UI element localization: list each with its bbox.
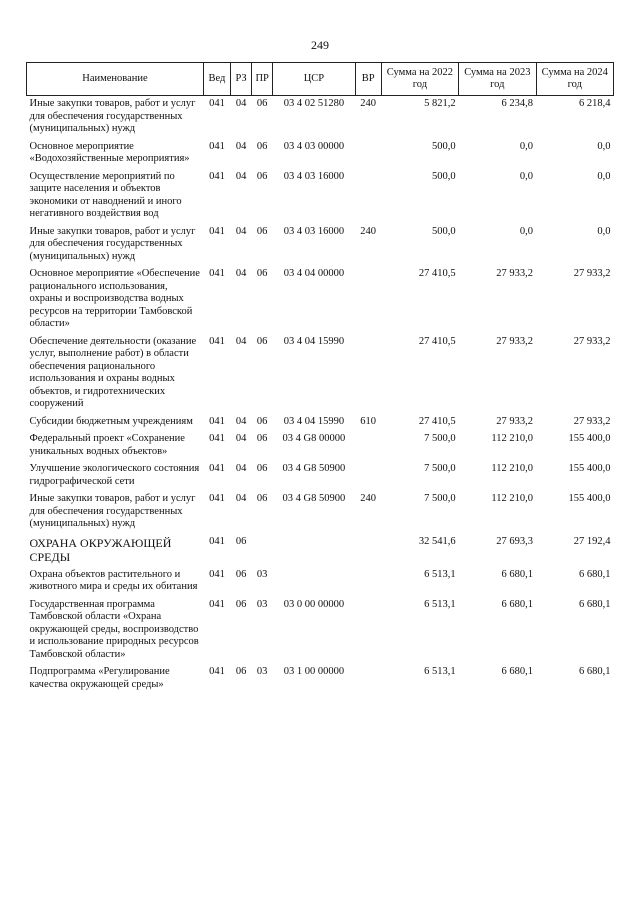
cell-rz: 04 (235, 415, 247, 427)
cell-pr: 06 (256, 225, 268, 237)
cell-name: Иные закупки товаров, работ и услуг для обеспечения государственных (муниципальных) нужд (29, 98, 196, 134)
cell-rz: 06 (235, 568, 247, 580)
table-row (27, 461, 614, 491)
cell-vr (355, 534, 381, 567)
table-row (27, 431, 614, 461)
cell-csr (273, 567, 355, 597)
cell-ved: 041 (209, 335, 225, 347)
table-row (27, 567, 614, 597)
table-row (27, 414, 614, 432)
cell-pr: 06 (256, 140, 268, 152)
cell-sum-2024: 0,0 (597, 170, 611, 182)
cell-sum-2022: 6 513,1 (424, 568, 456, 580)
cell-csr: 03 4 04 15990 (283, 335, 345, 347)
cell-pr: 06 (256, 463, 268, 474)
cell-sum-2023: 27 933,2 (496, 268, 534, 279)
cell-vr (355, 431, 381, 461)
cell-pr: 06 (256, 493, 268, 504)
cell-rz: 06 (235, 666, 247, 677)
cell-csr: 03 4 04 00000 (283, 268, 345, 279)
cell-sum-2024: 0,0 (597, 140, 611, 152)
table-row (27, 169, 614, 224)
cell-name: Улучшение экологического состояния гидрографической сети (29, 463, 200, 487)
cell-sum-2023: 27 933,2 (496, 335, 534, 347)
cell-pr: 06 (256, 415, 268, 427)
cell-rz: 04 (235, 140, 247, 152)
header-sum-2024: Сумма на 2024 год (536, 63, 613, 96)
cell-csr: 03 4 G8 00000 (282, 433, 346, 444)
cell-sum-2022: 32 541,6 (418, 535, 456, 547)
page-number: 249 (311, 38, 329, 52)
cell-vr (355, 169, 381, 224)
cell-sum-2024: 155 400,0 (568, 493, 611, 504)
cell-sum-2024: 155 400,0 (568, 433, 611, 444)
cell-sum-2023: 6 680,1 (501, 598, 534, 610)
table-row (27, 96, 614, 139)
cell-sum-2022: 5 821,2 (424, 98, 456, 109)
cell-sum-2024: 6 680,1 (579, 568, 611, 580)
cell-sum-2023: 27 933,2 (496, 415, 534, 427)
header-ved: Вед (203, 63, 230, 96)
cell-name: Осуществление мероприятий по защите населения и объектов экономики от наводнений и иного негативного воздействия вод (29, 170, 182, 219)
table-row (27, 491, 614, 534)
cell-pr: 06 (256, 335, 268, 347)
cell-rz: 04 (235, 225, 247, 237)
cell-name: Субсидии бюджетным учреждениям (29, 415, 193, 427)
cell-name: Основное мероприятие «Обеспечение рационального использования, охраны и воспроизводства водных ресурсов на территории Тамбовской области» (29, 268, 200, 329)
cell-sum-2022: 7 500,0 (424, 493, 456, 504)
table-header (27, 63, 614, 96)
budget-table (26, 62, 614, 694)
cell-ved: 041 (209, 535, 225, 547)
cell-csr: 03 4 04 15990 (283, 415, 345, 427)
cell-name: Федеральный проект «Сохранение уникальных водных объектов» (29, 433, 185, 457)
cell-sum-2022: 27 410,5 (418, 268, 456, 279)
cell-sum-2023: 6 680,1 (501, 666, 534, 677)
cell-vr (355, 597, 381, 665)
cell-vr (355, 139, 381, 169)
cell-sum-2023: 0,0 (519, 140, 534, 152)
cell-csr: 03 4 G8 50900 (282, 493, 346, 504)
table-row (27, 224, 614, 267)
cell-sum-2022: 7 500,0 (424, 433, 456, 444)
table-row (27, 334, 614, 414)
cell-pr: 06 (256, 433, 268, 444)
cell-vr: 240 (360, 98, 377, 109)
cell-sum-2023: 27 693,3 (496, 535, 534, 547)
cell-sum-2023: 6 680,1 (501, 568, 534, 580)
cell-sum-2022: 27 410,5 (418, 335, 456, 347)
header-sum-2023: Сумма на 2023 год (459, 63, 536, 96)
cell-csr: 03 4 03 16000 (283, 225, 345, 237)
cell-name: Иные закупки товаров, работ и услуг для обеспечения государственных (муниципальных) нужд (29, 493, 196, 529)
cell-sum-2024: 27 933,2 (573, 415, 611, 427)
cell-rz: 06 (235, 535, 247, 547)
header-csr: ЦСР (273, 63, 355, 96)
cell-ved: 041 (209, 268, 225, 279)
cell-sum-2023: 112 210,0 (491, 463, 534, 474)
cell-pr: 06 (256, 170, 268, 182)
cell-ved: 041 (209, 433, 225, 444)
cell-pr: 03 (256, 598, 268, 610)
cell-name: Иные закупки товаров, работ и услуг для обеспечения государственных (муниципальных) нужд (29, 225, 196, 262)
cell-ved: 041 (209, 415, 225, 427)
cell-ved: 041 (209, 568, 225, 580)
table-row (27, 139, 614, 169)
cell-sum-2022: 500,0 (432, 225, 456, 237)
cell-sum-2022: 7 500,0 (424, 463, 456, 474)
cell-rz: 04 (235, 335, 247, 347)
cell-ved: 041 (209, 170, 225, 182)
cell-sum-2024: 155 400,0 (568, 463, 611, 474)
cell-ved: 041 (209, 598, 225, 610)
cell-pr: 06 (256, 268, 268, 279)
table-body (27, 96, 614, 695)
cell-rz: 04 (235, 433, 247, 444)
cell-sum-2023: 112 210,0 (491, 433, 534, 444)
cell-pr: 03 (256, 666, 268, 677)
cell-csr (273, 534, 355, 567)
cell-name: Государственная программа Тамбовской области «Охрана окружающей среды, воспроизводство и использование природных ресурсов Тамбовской области» (29, 598, 199, 660)
cell-vr: 240 (360, 493, 377, 504)
cell-ved: 041 (209, 140, 225, 152)
header-rz: РЗ (231, 63, 252, 96)
cell-pr (252, 534, 273, 567)
cell-sum-2024: 6 680,1 (579, 598, 611, 610)
cell-ved: 041 (209, 225, 225, 237)
cell-vr (355, 266, 381, 334)
cell-ved: 041 (209, 463, 225, 474)
cell-csr: 03 4 03 16000 (283, 170, 345, 182)
cell-sum-2022: 500,0 (432, 140, 456, 152)
cell-sum-2024: 27 933,2 (573, 335, 611, 347)
cell-pr: 06 (256, 98, 268, 109)
cell-vr (355, 567, 381, 597)
cell-rz: 04 (235, 170, 247, 182)
cell-sum-2024: 27 933,2 (573, 268, 611, 279)
table-row (27, 597, 614, 665)
cell-vr (355, 334, 381, 414)
cell-name: Охрана объектов растительного и животного мира и среды их обитания (29, 568, 198, 592)
cell-vr: 240 (360, 225, 377, 237)
header-vr: ВР (355, 63, 381, 96)
cell-sum-2022: 27 410,5 (418, 415, 456, 427)
cell-rz: 04 (235, 98, 247, 109)
header-name: Наименование (27, 63, 204, 96)
cell-name: Обеспечение деятельности (оказание услуг, выполнение работ) в области обеспечения рационального использования и охраны водных объектов, и гидротехнических сооружений (29, 335, 197, 409)
cell-rz: 06 (235, 598, 247, 610)
cell-rz: 04 (235, 493, 247, 504)
cell-rz: 04 (235, 463, 247, 474)
cell-sum-2023: 0,0 (519, 225, 534, 237)
cell-name: Подпрограмма «Регулирование качества окружающей среды» (29, 666, 170, 690)
cell-csr: 03 4 G8 50900 (282, 463, 346, 474)
header-sum-2022: Сумма на 2022 год (381, 63, 458, 96)
cell-vr (355, 461, 381, 491)
cell-vr: 610 (360, 415, 377, 427)
cell-csr: 03 4 02 51280 (283, 98, 345, 109)
cell-sum-2022: 500,0 (432, 170, 456, 182)
table-row (27, 266, 614, 334)
cell-sum-2022: 6 513,1 (424, 666, 456, 677)
cell-csr: 03 0 00 00000 (283, 598, 345, 610)
header-pr: ПР (252, 63, 273, 96)
cell-name: ОХРАНА ОКРУЖАЮЩЕЙ СРЕДЫ (29, 535, 172, 564)
cell-sum-2023: 6 234,8 (501, 98, 534, 109)
cell-ved: 041 (209, 493, 225, 504)
cell-sum-2023: 0,0 (519, 170, 534, 182)
cell-csr: 03 4 03 00000 (283, 140, 345, 152)
table-row (27, 664, 614, 694)
cell-sum-2023: 112 210,0 (491, 493, 534, 504)
cell-rz: 04 (235, 268, 247, 279)
cell-sum-2024: 6 218,4 (579, 98, 611, 109)
cell-sum-2024: 0,0 (597, 225, 611, 237)
cell-pr: 03 (256, 568, 268, 580)
cell-csr: 03 1 00 00000 (283, 666, 345, 677)
cell-vr (355, 664, 381, 694)
table-row (27, 534, 614, 567)
cell-sum-2024: 27 192,4 (573, 535, 611, 547)
cell-name: Основное мероприятие «Водохозяйственные мероприятия» (29, 140, 190, 164)
cell-ved: 041 (209, 98, 225, 109)
cell-ved: 041 (209, 666, 225, 677)
cell-sum-2024: 6 680,1 (579, 666, 611, 677)
cell-sum-2022: 6 513,1 (424, 598, 456, 610)
